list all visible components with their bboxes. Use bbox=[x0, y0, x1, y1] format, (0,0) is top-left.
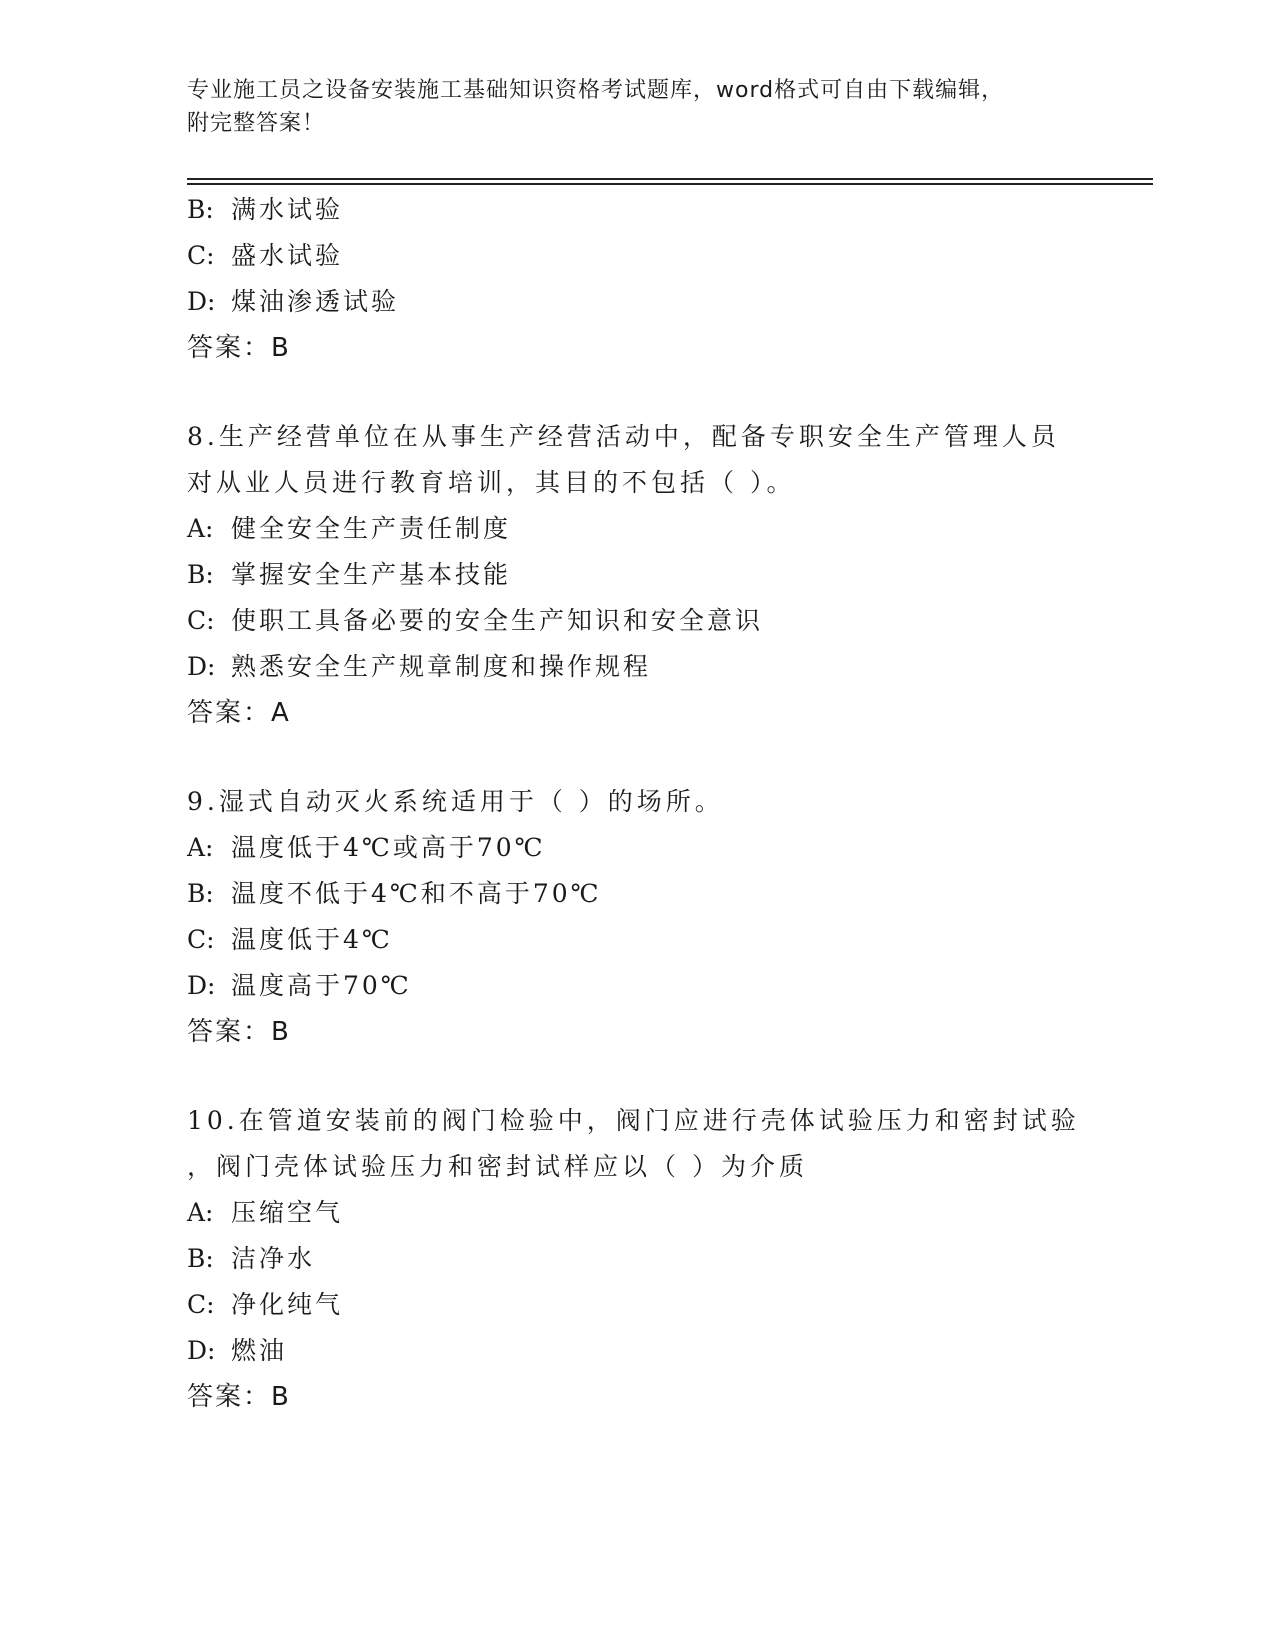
option-letter: D: bbox=[187, 652, 216, 681]
option-text: 熟悉安全生产规章制度和操作规程 bbox=[231, 652, 652, 681]
option-text: 温度低于4℃ bbox=[231, 925, 393, 954]
answer-line: 答案：B bbox=[187, 1017, 291, 1047]
option-letter: C: bbox=[187, 606, 215, 635]
option-text: 压缩空气 bbox=[231, 1198, 344, 1227]
option-c bbox=[187, 233, 1087, 279]
header-note bbox=[187, 74, 1087, 140]
spacer bbox=[187, 736, 1087, 779]
option-d bbox=[187, 644, 1087, 690]
option-d bbox=[187, 963, 1087, 1009]
question-stem: ，阀门壳体试验压力和密封试样应以（ ）为介质 bbox=[187, 1152, 808, 1181]
option-text: 使职工具备必要的安全生产知识和安全意识 bbox=[231, 606, 764, 635]
option-d bbox=[187, 279, 1087, 325]
option-letter: D: bbox=[187, 287, 216, 316]
option-letter: B: bbox=[187, 1244, 214, 1273]
header-divider-bottom bbox=[187, 183, 1153, 185]
question-list bbox=[187, 187, 1087, 1420]
option-letter: B: bbox=[187, 879, 214, 908]
option-letter: C: bbox=[187, 1290, 215, 1319]
answer-line: 答案：B bbox=[187, 1382, 291, 1412]
option-b bbox=[187, 871, 1087, 917]
option-d bbox=[187, 1328, 1087, 1374]
question-stem: 对从业人员进行教育培训，其目的不包括（ ）。 bbox=[187, 468, 796, 497]
option-c bbox=[187, 1282, 1087, 1328]
option-letter: A: bbox=[187, 833, 214, 862]
option-letter: C: bbox=[187, 241, 215, 270]
question-8 bbox=[187, 414, 1087, 736]
option-text: 温度高于70℃ bbox=[231, 971, 412, 1000]
answer-line: 答案：A bbox=[187, 698, 291, 728]
header-note-line-2: 附完整答案！ bbox=[187, 111, 326, 136]
spacer bbox=[187, 371, 1087, 414]
option-a bbox=[187, 1190, 1087, 1236]
option-b bbox=[187, 187, 1087, 233]
option-letter: D: bbox=[187, 971, 216, 1000]
option-text: 盛水试验 bbox=[231, 241, 344, 270]
option-letter: D: bbox=[187, 1336, 216, 1365]
option-a bbox=[187, 506, 1087, 552]
question-10 bbox=[187, 1098, 1087, 1420]
option-letter: B: bbox=[187, 195, 214, 224]
question-9 bbox=[187, 779, 1087, 1055]
option-text: 燃油 bbox=[231, 1336, 288, 1365]
option-text: 温度不低于4℃和不高于70℃ bbox=[231, 879, 602, 908]
option-c bbox=[187, 598, 1087, 644]
option-b bbox=[187, 552, 1087, 598]
answer-line: 答案：B bbox=[187, 333, 291, 363]
question-7-continued bbox=[187, 187, 1087, 371]
option-a bbox=[187, 825, 1087, 871]
option-letter: B: bbox=[187, 560, 214, 589]
question-stem: 10.在管道安装前的阀门检验中，阀门应进行壳体试验压力和密封试验 bbox=[187, 1106, 1080, 1135]
option-text: 健全安全生产责任制度 bbox=[231, 514, 512, 543]
option-text: 温度低于4℃或高于70℃ bbox=[231, 833, 546, 862]
question-stem: 9.湿式自动灭火系统适用于（ ）的场所。 bbox=[187, 787, 724, 816]
header-divider-top bbox=[187, 178, 1153, 180]
option-letter: A: bbox=[187, 1198, 214, 1227]
spacer bbox=[187, 1055, 1087, 1098]
option-text: 净化纯气 bbox=[231, 1290, 344, 1319]
option-letter: A: bbox=[187, 514, 214, 543]
header-note-line-1: 专业施工员之设备安装施工基础知识资格考试题库，word格式可自由下载编辑， bbox=[187, 78, 1005, 103]
option-text: 洁净水 bbox=[231, 1244, 316, 1273]
option-c bbox=[187, 917, 1087, 963]
option-b bbox=[187, 1236, 1087, 1282]
option-text: 掌握安全生产基本技能 bbox=[231, 560, 512, 589]
question-stem: 8.生产经营单位在从事生产经营活动中，配备专职安全生产管理人员 bbox=[187, 422, 1060, 451]
option-text: 满水试验 bbox=[231, 195, 344, 224]
option-text: 煤油渗透试验 bbox=[231, 287, 400, 316]
option-letter: C: bbox=[187, 925, 215, 954]
